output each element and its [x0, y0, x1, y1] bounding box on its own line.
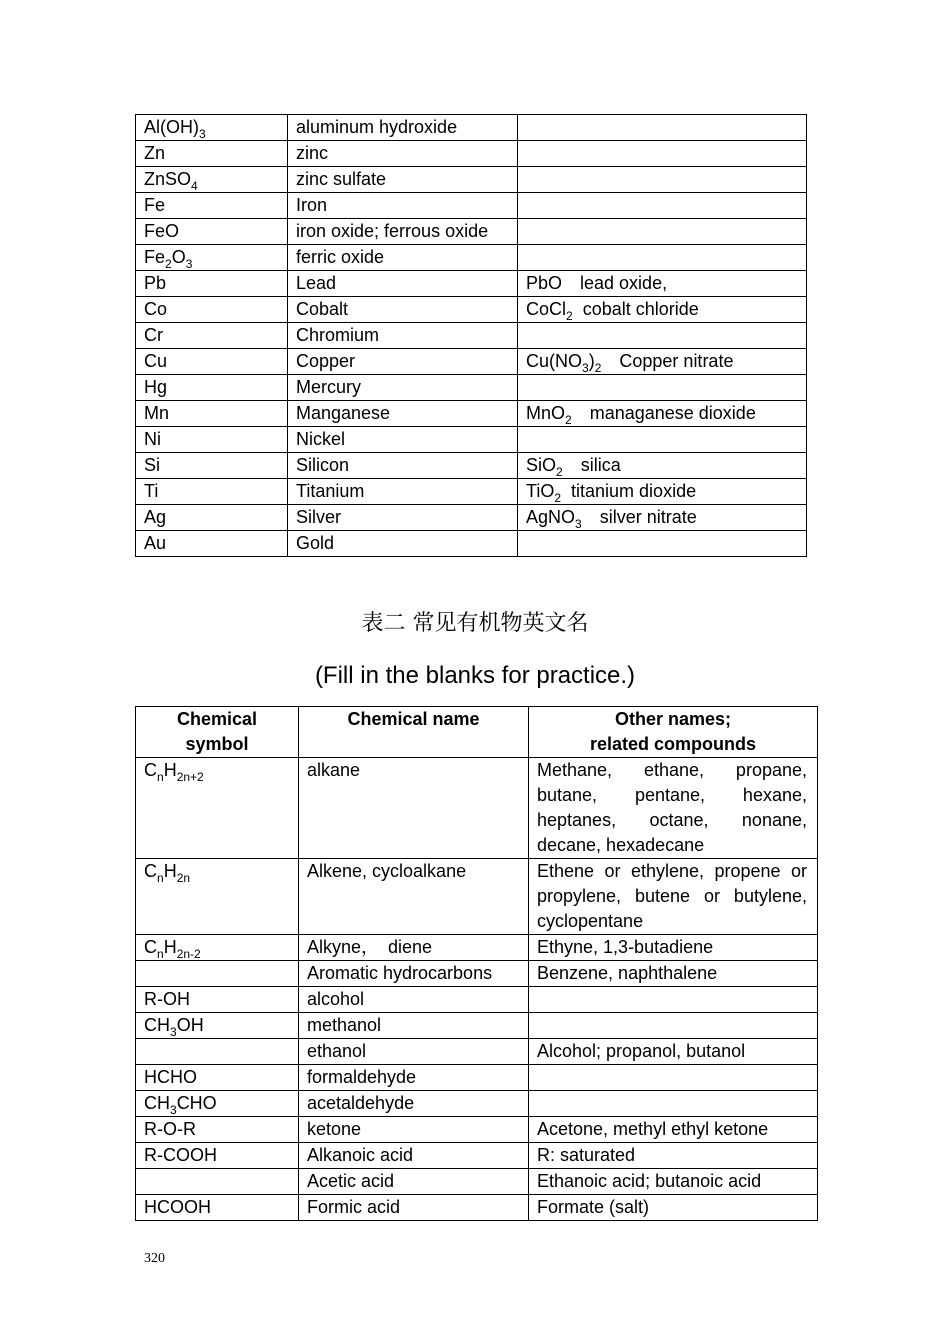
formula-text: CH — [144, 1015, 170, 1035]
cell-chemical-symbol — [136, 297, 288, 323]
cell-chemical-name: zinc sulfate — [288, 167, 518, 193]
other-text: silver nitrate — [581, 507, 697, 527]
cell-chemical-symbol — [136, 961, 299, 987]
cell-chemical-name: ketone — [299, 1117, 529, 1143]
table-row — [136, 505, 807, 531]
cell-other-names — [529, 961, 818, 987]
cell-chemical-name: iron oxide; ferrous oxide — [288, 219, 518, 245]
cell-chemical-name: Manganese — [288, 401, 518, 427]
cell-chemical-symbol — [136, 1091, 299, 1117]
table-row — [136, 1143, 818, 1169]
formula-subscript: 2 — [165, 257, 172, 271]
other-text: Methane, ethane, propane, butane, pentane, hexane, heptanes, octane, nonane, decane, hexadecane — [537, 760, 807, 855]
cell-chemical-symbol — [136, 323, 288, 349]
formula-text: ) — [588, 351, 595, 371]
header-other-line1: Other names; — [614, 709, 732, 729]
formula-text: C — [144, 861, 157, 881]
cell-chemical-symbol — [136, 245, 288, 271]
cell-chemical-name: ethanol — [299, 1039, 529, 1065]
cell-other-names — [529, 1169, 818, 1195]
cell-other-names — [529, 1091, 818, 1117]
cell-chemical-symbol — [136, 531, 288, 557]
formula-text: Hg — [144, 377, 168, 397]
cell-chemical-symbol — [136, 1065, 299, 1091]
cell-other-names — [518, 349, 807, 375]
cell-chemical-name: Acetic acid — [299, 1169, 529, 1195]
cell-chemical-symbol — [136, 935, 299, 961]
cell-other-names — [518, 297, 807, 323]
formula-subscript: 3 — [170, 1025, 177, 1039]
formula-subscript: 3 — [170, 1103, 177, 1117]
table-row — [136, 297, 807, 323]
table-row — [136, 453, 807, 479]
formula-text: Cu — [144, 351, 168, 371]
formula-text: O — [171, 247, 186, 267]
cell-chemical-name: Silicon — [288, 453, 518, 479]
organic-table-body — [136, 758, 818, 1221]
cell-chemical-symbol — [136, 1013, 299, 1039]
cell-chemical-symbol — [136, 987, 299, 1013]
inorganic-compounds-table — [135, 114, 807, 557]
other-text: R: saturated — [537, 1145, 636, 1165]
other-text: PbO lead oxide, — [526, 273, 668, 293]
formula-subscript: 2n-2 — [176, 947, 201, 961]
cell-other-names — [518, 505, 807, 531]
formula-text: R-O-R — [144, 1119, 196, 1139]
cell-other-names — [518, 219, 807, 245]
table-row — [136, 167, 807, 193]
table-row — [136, 349, 807, 375]
table-row — [136, 859, 818, 935]
formula-subscript: 2n+2 — [176, 770, 204, 784]
cell-chemical-symbol — [136, 141, 288, 167]
formula-text: FeO — [144, 221, 180, 241]
cell-chemical-symbol — [136, 1117, 299, 1143]
cell-chemical-name: Formic acid — [299, 1195, 529, 1221]
cell-chemical-name: acetaldehyde — [299, 1091, 529, 1117]
other-text: Ethyne, 1,3-butadiene — [537, 937, 714, 957]
cell-other-names — [529, 1039, 818, 1065]
formula-text: Mn — [144, 403, 170, 423]
header-symbol-line1: Chemical — [176, 709, 258, 729]
cell-other-names — [518, 141, 807, 167]
cell-chemical-name: Aromatic hydrocarbons — [299, 961, 529, 987]
cell-other-names — [529, 1195, 818, 1221]
section-title: 表二 常见有机物英文名 — [361, 611, 589, 636]
other-text: Copper nitrate — [601, 351, 734, 371]
cell-other-names — [529, 758, 818, 859]
formula-subscript: n — [157, 770, 164, 784]
cell-chemical-symbol — [136, 401, 288, 427]
other-text: SiO — [526, 455, 557, 475]
cell-chemical-name: Mercury — [288, 375, 518, 401]
formula-text: CH — [144, 1093, 170, 1113]
table-row — [136, 1013, 818, 1039]
formula-text: ZnSO — [144, 169, 192, 189]
cell-chemical-name: aluminum hydroxide — [288, 115, 518, 141]
formula-text: HCHO — [144, 1067, 197, 1087]
formula-subscript: 3 — [185, 257, 193, 271]
formula-text: R-COOH — [144, 1145, 217, 1165]
formula-text: Co — [144, 299, 168, 319]
formula-text: Ni — [144, 429, 161, 449]
formula-text: Ti — [144, 481, 159, 501]
header-chemical-name: Chemical name — [299, 707, 529, 758]
cell-chemical-symbol — [136, 505, 288, 531]
other-text: titanium dioxide — [561, 481, 697, 501]
cell-other-names — [518, 167, 807, 193]
other-text: TiO — [526, 481, 555, 501]
cell-chemical-symbol — [136, 167, 288, 193]
table-row — [136, 323, 807, 349]
table-row — [136, 193, 807, 219]
cell-chemical-name: Nickel — [288, 427, 518, 453]
table-row — [136, 531, 807, 557]
other-text: Cu(NO — [526, 351, 583, 371]
cell-chemical-name: Chromium — [288, 323, 518, 349]
cell-chemical-symbol — [136, 859, 299, 935]
formula-text: Cr — [144, 325, 163, 345]
cell-other-names — [518, 115, 807, 141]
cell-chemical-name: Alkene, cycloalkane — [299, 859, 529, 935]
formula-text: R-OH — [144, 989, 190, 1009]
other-text: AgNO — [526, 507, 576, 527]
formula-subscript: 2n — [176, 871, 191, 885]
table-row — [136, 115, 807, 141]
table-row — [136, 1065, 818, 1091]
cell-other-names — [518, 453, 807, 479]
table-row — [136, 401, 807, 427]
cell-chemical-symbol — [136, 115, 288, 141]
cell-chemical-name: alcohol — [299, 987, 529, 1013]
formula-text: CHO — [176, 1093, 217, 1113]
formula-subscript: 3 — [582, 361, 589, 375]
cell-other-names — [529, 987, 818, 1013]
cell-other-names — [518, 245, 807, 271]
cell-chemical-name: alkane — [299, 758, 529, 859]
cell-chemical-name: Titanium — [288, 479, 518, 505]
table-row — [136, 245, 807, 271]
cell-chemical-symbol — [136, 479, 288, 505]
organic-compounds-table — [135, 706, 818, 1221]
table-row — [136, 1169, 818, 1195]
other-text: Benzene, naphthalene — [537, 963, 718, 983]
cell-chemical-name: zinc — [288, 141, 518, 167]
formula-text: Fe — [144, 247, 166, 267]
formula-subscript: 2 — [556, 465, 563, 479]
cell-chemical-symbol — [136, 1195, 299, 1221]
formula-text: Zn — [144, 143, 166, 163]
other-text: managanese dioxide — [571, 403, 756, 423]
cell-chemical-symbol — [136, 219, 288, 245]
formula-subscript: n — [157, 947, 164, 961]
formula-subscript: 4 — [191, 179, 198, 193]
formula-text: HCOOH — [144, 1197, 211, 1217]
table-row — [136, 758, 818, 859]
cell-chemical-name: Alkyne， diene — [299, 935, 529, 961]
other-text: silica — [562, 455, 621, 475]
table-row — [136, 141, 807, 167]
page-number: 320 — [144, 1251, 165, 1266]
formula-subscript: 2 — [565, 413, 572, 427]
cell-chemical-name: ferric oxide — [288, 245, 518, 271]
formula-text: H — [163, 937, 177, 957]
cell-chemical-symbol — [136, 349, 288, 375]
cell-chemical-name: Gold — [288, 531, 518, 557]
section-subtitle: (Fill in the blanks for practice.) — [314, 662, 636, 689]
header-other-names — [529, 707, 818, 758]
table-row — [136, 271, 807, 297]
cell-chemical-name: Alkanoic acid — [299, 1143, 529, 1169]
table-row — [136, 219, 807, 245]
formula-text: C — [144, 760, 157, 780]
other-text: MnO — [526, 403, 566, 423]
cell-other-names — [518, 323, 807, 349]
formula-text: C — [144, 937, 157, 957]
table-row — [136, 1195, 818, 1221]
cell-chemical-symbol — [136, 1169, 299, 1195]
other-text: Formate (salt) — [537, 1197, 650, 1217]
header-chemical-symbol — [136, 707, 299, 758]
cell-other-names — [518, 271, 807, 297]
formula-text: Al(OH) — [144, 117, 199, 137]
cell-chemical-name: methanol — [299, 1013, 529, 1039]
other-text: CoCl — [526, 299, 567, 319]
cell-chemical-symbol — [136, 375, 288, 401]
table-row — [136, 935, 818, 961]
other-text: Alcohol; propanol, butanol — [537, 1041, 746, 1061]
formula-subscript: 2 — [594, 361, 602, 375]
cell-other-names — [518, 193, 807, 219]
other-text: Ethene or ethylene, propene or propylene, butene or butylene, cyclopentane — [537, 861, 807, 931]
formula-text: H — [163, 760, 177, 780]
formula-subscript: 2 — [566, 309, 573, 323]
formula-subscript: 3 — [199, 127, 206, 141]
header-other-line2: related compounds — [589, 734, 757, 754]
cell-other-names — [518, 401, 807, 427]
cell-other-names — [518, 531, 807, 557]
table-row — [136, 1039, 818, 1065]
cell-chemical-symbol — [136, 1143, 299, 1169]
formula-text: Fe — [144, 195, 166, 215]
table-row — [136, 961, 818, 987]
table-row — [136, 427, 807, 453]
formula-text: H — [163, 861, 177, 881]
table-row — [136, 375, 807, 401]
cell-chemical-symbol — [136, 453, 288, 479]
cell-other-names — [529, 1065, 818, 1091]
other-text: Ethanoic acid; butanoic acid — [537, 1171, 762, 1191]
cell-chemical-name: Iron — [288, 193, 518, 219]
cell-other-names — [529, 859, 818, 935]
cell-chemical-symbol — [136, 1039, 299, 1065]
cell-other-names — [529, 1013, 818, 1039]
cell-chemical-symbol — [136, 193, 288, 219]
cell-chemical-name: Cobalt — [288, 297, 518, 323]
other-text: Acetone, methyl ethyl ketone — [537, 1119, 769, 1139]
formula-subscript: n — [157, 871, 164, 885]
cell-chemical-name: Silver — [288, 505, 518, 531]
cell-chemical-name: Copper — [288, 349, 518, 375]
table-row — [136, 479, 807, 505]
cell-other-names — [518, 479, 807, 505]
cell-other-names — [529, 1143, 818, 1169]
cell-other-names — [529, 1117, 818, 1143]
formula-subscript: 3 — [575, 517, 582, 531]
cell-other-names — [529, 935, 818, 961]
table-row — [136, 1091, 818, 1117]
formula-text: Si — [144, 455, 161, 475]
table-header-row — [136, 707, 818, 758]
cell-chemical-symbol — [136, 271, 288, 297]
cell-chemical-symbol — [136, 427, 288, 453]
other-text: cobalt chloride — [572, 299, 699, 319]
formula-text: Pb — [144, 273, 167, 293]
cell-other-names — [518, 375, 807, 401]
formula-text: Au — [144, 533, 167, 553]
formula-text: Ag — [144, 507, 167, 527]
header-symbol-line2: symbol — [185, 734, 249, 754]
cell-chemical-symbol — [136, 758, 299, 859]
inorganic-table-body — [136, 115, 807, 557]
formula-text: OH — [176, 1015, 204, 1035]
cell-chemical-name: Lead — [288, 271, 518, 297]
cell-chemical-name: formaldehyde — [299, 1065, 529, 1091]
table-row — [136, 987, 818, 1013]
table-row — [136, 1117, 818, 1143]
formula-subscript: 2 — [554, 491, 562, 505]
cell-other-names — [518, 427, 807, 453]
